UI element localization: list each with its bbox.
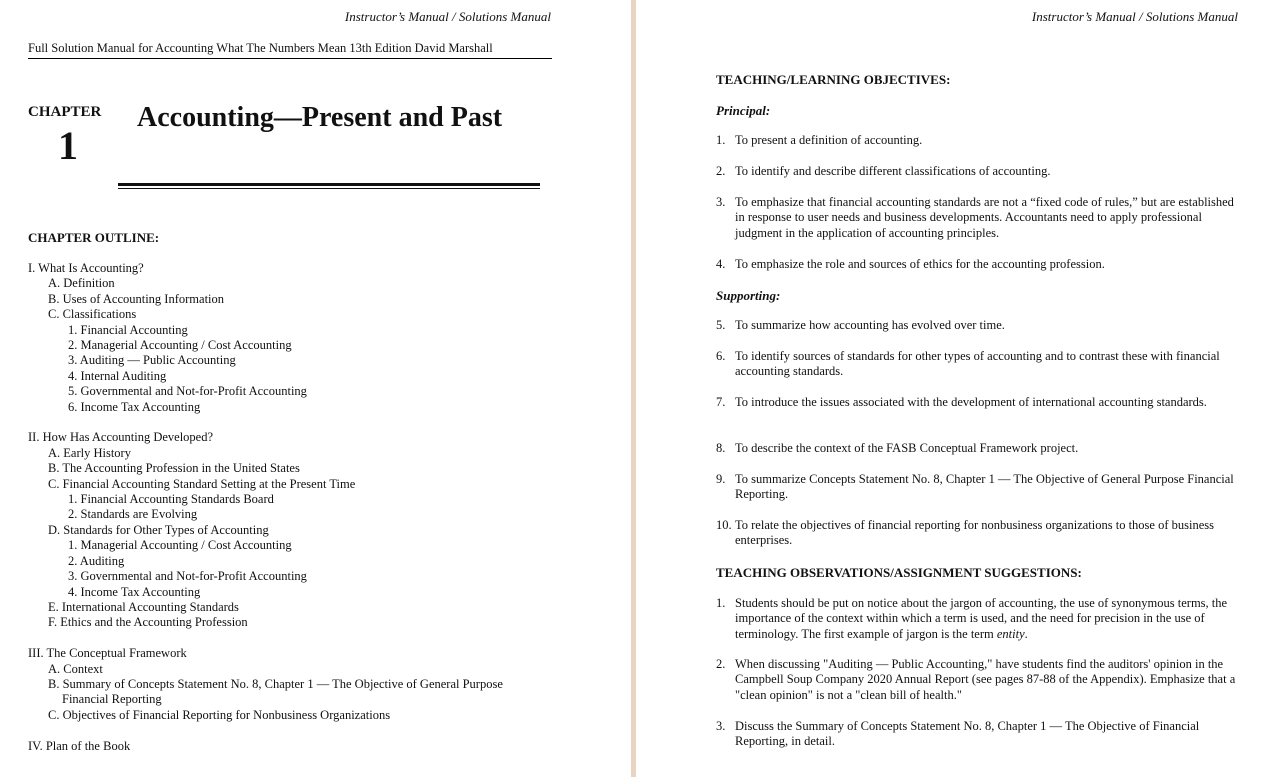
item-text-emphasis: entity bbox=[996, 626, 1025, 641]
objectives-heading: TEACHING/LEARNING OBJECTIVES: bbox=[716, 72, 951, 87]
outline-line: A. Definition bbox=[48, 276, 115, 291]
item-text: To summarize how accounting has evolved over time. bbox=[735, 318, 1005, 332]
outline-line: D. Standards for Other Types of Accounting bbox=[48, 522, 269, 537]
outline-line: I. What Is Accounting? bbox=[28, 261, 144, 275]
item-text bbox=[735, 596, 1236, 642]
left-page bbox=[0, 0, 631, 777]
outline-spacer bbox=[28, 415, 503, 430]
item-text: To summarize Concepts Statement No. 8, Chapter 1 — The Objective of General Purpose Financial Reporting. bbox=[735, 472, 1234, 502]
outline-line: 2. Auditing bbox=[68, 553, 125, 568]
objective-item bbox=[716, 164, 1236, 179]
item-number: 9. bbox=[716, 472, 726, 486]
outline-line: 3. Governmental and Not-for-Profit Accounting bbox=[68, 569, 307, 584]
outline-line: A. Context bbox=[48, 661, 103, 676]
objective-item bbox=[716, 318, 1236, 333]
objective-item bbox=[716, 518, 1236, 549]
outline-line: Financial Reporting bbox=[62, 692, 162, 707]
item-text-main: Students should be put on notice about the jargon of accounting, the use of synonymous terms, the importance of the context within which a term is used, and the need for precision in the use of terminology. The first example of jargon is the term bbox=[735, 596, 1228, 641]
outline-line: 3. Auditing — Public Accounting bbox=[68, 353, 236, 368]
chapter-outline bbox=[28, 261, 503, 754]
item-number: 2. bbox=[716, 164, 726, 178]
observations-heading: TEACHING OBSERVATIONS/ASSIGNMENT SUGGESTIONS: bbox=[716, 565, 1082, 580]
item-number: 8. bbox=[716, 441, 726, 455]
outline-line: F. Ethics and the Accounting Profession bbox=[48, 615, 248, 630]
outline-line: A. Early History bbox=[48, 445, 131, 460]
item-number: 1. bbox=[716, 596, 726, 610]
item-number: 2. bbox=[716, 657, 726, 671]
objective-item bbox=[716, 349, 1236, 380]
outline-line: 2. Managerial Accounting / Cost Accounting bbox=[68, 338, 292, 353]
outline-line: B. Uses of Accounting Information bbox=[48, 291, 225, 306]
observation-item bbox=[716, 657, 1236, 703]
item-number: 4. bbox=[716, 257, 726, 271]
outline-line: 5. Governmental and Not-for-Profit Accounting bbox=[68, 384, 307, 399]
objective-item bbox=[716, 472, 1236, 503]
outline-line: 4. Income Tax Accounting bbox=[68, 584, 201, 599]
item-text: To emphasize the role and sources of ethics for the accounting profession. bbox=[735, 257, 1105, 271]
chapter-outline-heading: CHAPTER OUTLINE: bbox=[28, 230, 160, 245]
item-text: Discuss the Summary of Concepts Statement No. 8, Chapter 1 — The Objective of Financial Reporting, in detail. bbox=[735, 719, 1200, 749]
item-text: To emphasize that financial accounting standards are not a “fixed code of rules,” but are established in response to user needs and business developments. Accountants need to apply professional judgment in the application of accounting principles. bbox=[735, 195, 1234, 240]
chapter-label: CHAPTER bbox=[28, 104, 102, 120]
item-text: To describe the context of the FASB Conceptual Framework project. bbox=[735, 441, 1079, 455]
objective-item bbox=[716, 195, 1236, 241]
item-text: When discussing "Auditing — Public Accounting," have students find the auditors' opinion in the Campbell Soup Company 2020 Annual Report (see pages 87-88 of the Appendix). Emphasize that a "clean opinion" is not a "clean bill of health." bbox=[735, 657, 1236, 702]
observation-item bbox=[716, 719, 1236, 750]
chapter-number: 1 bbox=[58, 123, 78, 168]
item-text: To introduce the issues associated with the development of international accounting standards. bbox=[735, 395, 1207, 409]
outline-line: 1. Financial Accounting Standards Board bbox=[68, 492, 274, 507]
right-page bbox=[636, 0, 1273, 777]
outline-line: B. Summary of Concepts Statement No. 8, Chapter 1 — The Objective of General Purpose bbox=[48, 676, 503, 691]
outline-line: 1. Financial Accounting bbox=[68, 322, 188, 337]
outline-line: 6. Income Tax Accounting bbox=[68, 399, 201, 414]
running-header: Instructor’s Manual / Solutions Manual bbox=[344, 9, 551, 24]
objective-item bbox=[716, 395, 1236, 410]
item-text: To present a definition of accounting. bbox=[735, 133, 923, 147]
chapter-title: Accounting—Present and Past bbox=[137, 102, 503, 133]
item-text: To relate the objectives of financial reporting for nonbusiness organizations to those of business enterprises. bbox=[735, 518, 1214, 548]
item-number: 6. bbox=[716, 349, 726, 363]
observation-item bbox=[716, 596, 1236, 642]
item-number: 10. bbox=[716, 518, 732, 532]
item-text: To identify and describe different classifications of accounting. bbox=[735, 164, 1051, 178]
title-rule-thick bbox=[118, 183, 540, 186]
supporting-label: Supporting: bbox=[716, 288, 781, 303]
outline-line: B. The Accounting Profession in the United States bbox=[48, 461, 300, 476]
item-number: 7. bbox=[716, 395, 726, 409]
item-number: 3. bbox=[716, 719, 726, 733]
objective-item bbox=[716, 257, 1236, 272]
principal-label: Principal: bbox=[716, 103, 771, 118]
outline-line: C. Objectives of Financial Reporting for Nonbusiness Organizations bbox=[48, 707, 391, 722]
outline-spacer bbox=[28, 723, 503, 738]
title-rule-thin bbox=[118, 188, 540, 189]
outline-spacer bbox=[28, 631, 503, 646]
outline-line: 4. Internal Auditing bbox=[68, 368, 167, 383]
outline-line: C. Financial Accounting Standard Setting at the Present Time bbox=[48, 476, 356, 491]
item-number: 5. bbox=[716, 318, 726, 332]
item-text-end: . bbox=[1024, 626, 1028, 641]
outline-line: II. How Has Accounting Developed? bbox=[28, 430, 214, 445]
source-title: Full Solution Manual for Accounting What The Numbers Mean 13th Edition David Marshall bbox=[28, 41, 552, 59]
running-header: Instructor’s Manual / Solutions Manual bbox=[1031, 9, 1238, 24]
objective-item bbox=[716, 441, 1236, 456]
item-text: To identify sources of standards for other types of accounting and to contrast these with financial accounting standards. bbox=[735, 349, 1220, 379]
outline-line: IV. Plan of the Book bbox=[28, 738, 131, 753]
outline-line: E. International Accounting Standards bbox=[48, 599, 239, 614]
outline-line: 1. Managerial Accounting / Cost Accounting bbox=[68, 538, 292, 553]
item-number: 1. bbox=[716, 133, 726, 147]
item-number: 3. bbox=[716, 195, 726, 209]
objective-item bbox=[716, 133, 1236, 148]
outline-line: III. The Conceptual Framework bbox=[28, 646, 187, 661]
outline-line: C. Classifications bbox=[48, 307, 137, 322]
outline-line: 2. Standards are Evolving bbox=[68, 507, 198, 522]
